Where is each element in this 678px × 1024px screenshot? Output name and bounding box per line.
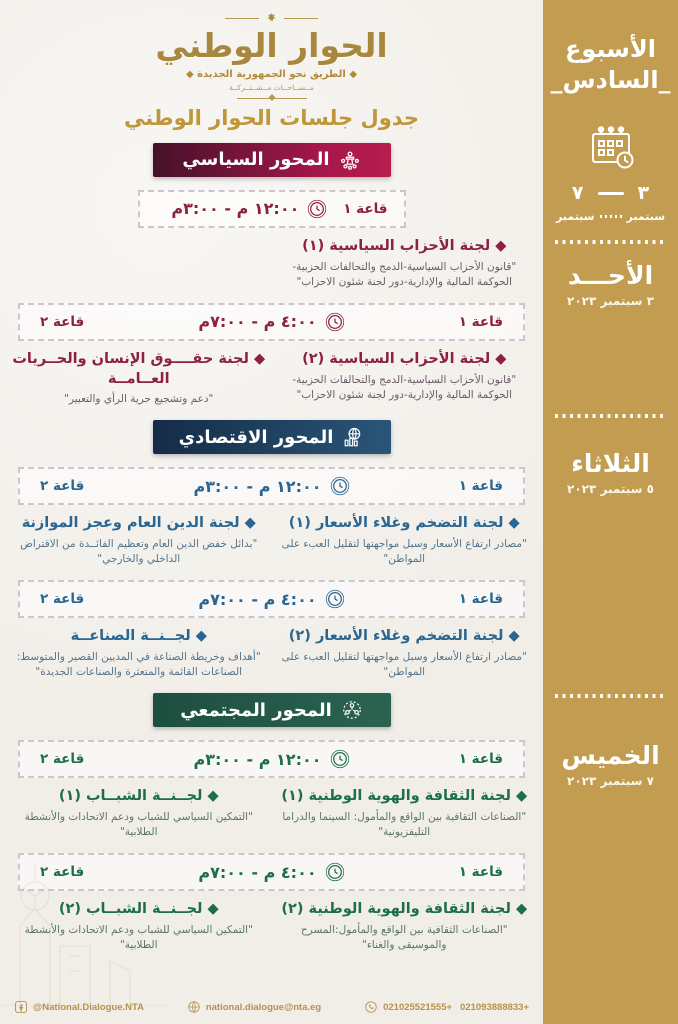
session-time: ١٢:٠٠ م - ٣:٠٠م	[193, 749, 322, 769]
globe-icon	[187, 1000, 201, 1014]
committee-title: ◆ لجنة التضخم وغلاء الأسعار (١)	[288, 515, 520, 532]
sidebar-divider	[555, 414, 666, 418]
committee-title: ◆ لجــنــة الصناعــة	[70, 628, 207, 645]
committee-desc: "الصناعات الثقافية بين الواقع والمأمول:المسرح والموسيقى والغناء"	[300, 923, 508, 952]
section-header-political	[153, 143, 391, 177]
session-time: ٤:٠٠ م - ٧:٠٠م	[198, 312, 317, 332]
facebook-handle: @National.Dialogue.NTA	[33, 1001, 144, 1013]
committee-desc: "مصادر ارتفاع الأسعار وسبل مواجهتها لتقليل العبء على المواطن"	[281, 537, 527, 566]
committees-row	[0, 787, 543, 840]
range-end-day: ٧	[571, 182, 584, 204]
committee-empty	[12, 237, 266, 290]
time-group	[198, 862, 344, 882]
phone-number-1: 021025521555+	[383, 1001, 453, 1013]
hall-2-label: قاعة ٢	[40, 751, 85, 768]
week-sidebar	[543, 0, 678, 1024]
email-contact[interactable]	[187, 1000, 321, 1014]
section-societal	[0, 693, 543, 953]
brand-tagline: ◆ الطريق نحو الجمهورية الجديدة ◆	[185, 68, 358, 80]
facebook-icon	[14, 1000, 28, 1014]
whatsapp-icon	[364, 1000, 378, 1014]
session-row	[18, 467, 525, 505]
community-network-icon	[341, 699, 363, 721]
session-time: ١٢:٠٠ م - ٣:٠٠م	[193, 476, 322, 496]
day-thursday	[543, 742, 678, 788]
day-name: الأحـــد	[567, 261, 654, 290]
phone-number-2: 021093888833+	[460, 1001, 529, 1013]
sidebar-divider	[555, 694, 666, 698]
session-row	[18, 303, 525, 341]
day-name: الثلاثاء	[571, 449, 650, 478]
week-title	[543, 34, 678, 96]
range-start-month: سبتمبر	[626, 210, 666, 223]
clock-icon	[330, 749, 350, 769]
committee-title: ◆ لجنة الدين العام وعجز الموازنة	[21, 515, 256, 532]
committee-desc: "مصادر ارتفاع الأسعار وسبل مواجهتها لتقليل العبء على المواطن"	[281, 650, 527, 679]
week-line2: _السادس_	[550, 66, 671, 95]
ornament-line	[225, 18, 259, 19]
time-group	[194, 749, 350, 769]
hall-1-label: قاعة ١	[458, 591, 503, 608]
range-start-day: ٣	[637, 182, 650, 204]
session-row	[18, 740, 525, 778]
hall-1-label: قاعة ١	[343, 200, 388, 217]
phone-numbers	[383, 1002, 529, 1013]
committee-title: ◆ لجنة حقــــوق الإنسان والحــريات العــامــة	[12, 350, 266, 387]
session-time: ١٢:٠٠ م - ٣:٠٠م	[171, 199, 300, 219]
clock-icon	[330, 476, 350, 496]
committee-title: ◆ لجــنــة الشبــاب (١)	[58, 788, 219, 805]
hall-1-label: قاعة ١	[458, 313, 503, 330]
committee-title: ◆ لجنة التضخم وغلاء الأسعار (٢)	[288, 628, 520, 645]
committees-row	[0, 350, 543, 407]
range-dots	[600, 215, 622, 218]
week-line1: الأسبوع	[565, 35, 656, 63]
date-range-months	[543, 210, 678, 223]
committee-desc: "قانون الأحزاب السياسية-الدمج والتحالفات الحزبية-الحوكمة المالية والإدارية-دور لجنة شئون الاحزاب"	[292, 373, 517, 401]
session-time: ٤:٠٠ م - ٧:٠٠م	[198, 862, 317, 882]
clock-icon	[307, 199, 327, 219]
section-title: المحور السياسي	[182, 149, 330, 171]
eagle-emblem-icon	[265, 12, 278, 25]
committee-desc: "أهداف وخريطة الصناعة في المديين القصير والمتوسط: الصناعات القائمة والمتعثرة والصناعات الجديدة"	[16, 650, 261, 679]
email-address: national.dialogue@nta.eg	[205, 1001, 322, 1013]
committee-desc: "قانون الأحزاب السياسية-الدمج والتحالفات الحزبية-الحوكمة المالية والإدارية-دور لجنة شئون الاحزاب"	[292, 260, 517, 288]
day-tuesday	[543, 450, 678, 496]
facebook-contact[interactable]	[14, 1000, 144, 1014]
clock-icon	[325, 312, 345, 332]
day-date: ٧ سبتمبر ٢٠٢٣	[567, 773, 654, 788]
committee-title: ◆ لجنة الأحزاب السياسية (١)	[302, 237, 507, 254]
page-title: جدول جلسات الحوار الوطني	[123, 105, 420, 130]
section-header-economic	[153, 420, 391, 454]
day-sunday	[543, 262, 678, 308]
hall-2-label: قاعة ٢	[40, 591, 85, 608]
time-group	[171, 199, 327, 219]
globe-economy-icon	[342, 426, 364, 448]
hall-1-label: قاعة ١	[458, 864, 503, 881]
time-group	[198, 312, 344, 332]
committee-title: ◆ لجنة الأحزاب السياسية (٢)	[302, 350, 507, 367]
calendar-icon	[543, 126, 678, 174]
time-group	[198, 589, 344, 609]
committee	[278, 350, 532, 407]
section-political	[0, 143, 543, 407]
logo-calligraphy: الحوار الوطني	[155, 26, 388, 65]
ornament-line	[284, 18, 318, 19]
committee-desc: "بدائل خفض الدين العام وتعظيم الفائــدة من الاقتراض الداخلي والخارجي"	[20, 537, 258, 566]
committee	[278, 787, 532, 840]
whatsapp-contact[interactable]	[364, 1000, 529, 1014]
committee	[278, 627, 532, 680]
committee-desc: "التمكين السياسي للشباب ودعم الاتحادات والأنشطة الطلابية"	[24, 923, 253, 952]
conference-podium-icon	[339, 149, 361, 171]
section-header-societal	[153, 693, 391, 727]
committee	[12, 627, 266, 680]
contact-footer	[0, 994, 543, 1024]
committee-desc: "دعم وتشجيع حرية الرأي والتعبير"	[64, 393, 214, 406]
clock-icon	[325, 862, 345, 882]
hall-2-label: قاعة ٢	[40, 478, 85, 495]
section-economic	[0, 420, 543, 680]
section-title: المحور المجتمعي	[180, 699, 332, 721]
committees-row	[0, 237, 543, 290]
clock-icon	[325, 589, 345, 609]
brand-subtitle: مــســاحــات مــشــتــركــة	[229, 82, 314, 92]
session-row	[138, 190, 406, 228]
session-time: ٤:٠٠ م - ٧:٠٠م	[198, 589, 317, 609]
committee	[12, 787, 266, 840]
brand-header	[0, 0, 543, 130]
range-end-month: سبتمبر	[555, 210, 595, 223]
committees-row	[0, 627, 543, 680]
emblem-ornament	[0, 12, 543, 25]
committee	[278, 900, 532, 953]
date-range-days	[543, 182, 678, 204]
section-title: المحور الاقتصادي	[178, 426, 334, 448]
hall-1-label: قاعة ١	[458, 751, 503, 768]
day-date: ٣ سبتمبر ٢٠٢٣	[567, 293, 654, 308]
divider-ornament	[237, 98, 307, 99]
session-row	[18, 580, 525, 618]
committee	[12, 350, 266, 407]
hall-1-label: قاعة ١	[458, 478, 503, 495]
committee-desc: "التمكين السياسي للشباب ودعم الاتحادات والأنشطة الطلابية"	[24, 810, 253, 839]
sidebar-divider	[555, 240, 666, 244]
committee-title: ◆ لجــنــة الشبــاب (٢)	[58, 901, 219, 918]
day-name: الخميس	[561, 741, 660, 770]
committee-title: ◆ لجنة الثقافة والهوية الوطنية (١)	[281, 788, 528, 805]
committees-row	[0, 900, 543, 953]
day-date: ٥ سبتمبر ٢٠٢٣	[567, 481, 654, 496]
time-group	[194, 476, 350, 496]
committees-row	[0, 514, 543, 567]
committee-desc: "الصناعات الثقافية بين الواقع والمأمول: السينما والدراما التليفزيونية"	[282, 810, 527, 839]
committee	[12, 514, 266, 567]
committee	[278, 237, 532, 290]
committee	[12, 900, 266, 953]
committee-title: ◆ لجنة الثقافة والهوية الوطنية (٢)	[281, 901, 528, 918]
hall-2-label: قاعة ٢	[40, 864, 85, 881]
range-bar	[598, 192, 624, 195]
session-row	[18, 853, 525, 891]
committee	[278, 514, 532, 567]
hall-2-label: قاعة ٢	[40, 313, 85, 330]
